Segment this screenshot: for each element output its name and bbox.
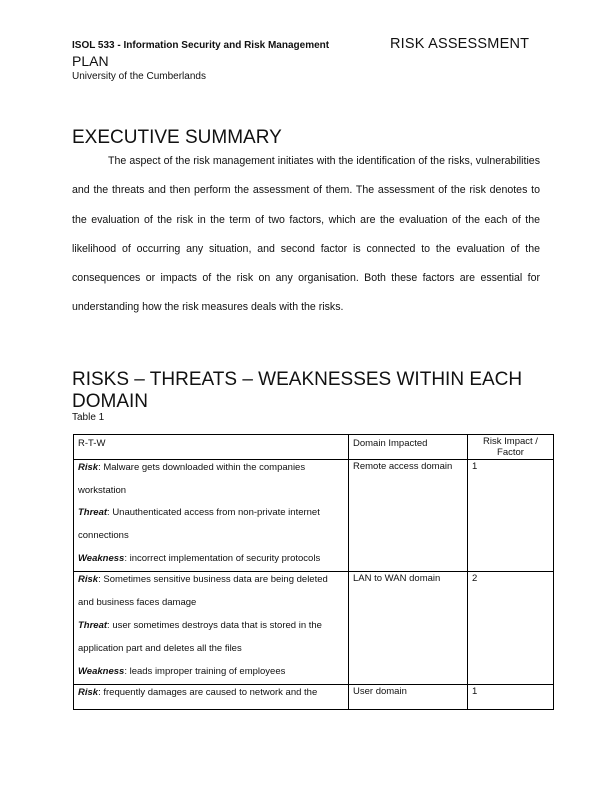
executive-summary-paragraph: The aspect of the risk management initiates with the identification of the risks, vulnerabilities and the threats and then perform the assessment of them. The assessment of the risk denotes to the evaluation of the risk in the term of two factors, which are the evaluation of the each of the likelihood of occurring any situation, and second factor is connected to the evaluation of the consequences or impacts of the risk on any organisation. Both these factors are essential for understanding how the risk measures deals with the risks. <box>72 155 540 314</box>
domain-cell: Remote access domain <box>349 460 468 572</box>
course-title: ISOL 533 - Information Security and Risk Management <box>72 40 330 51</box>
weakness-text: : leads improper training of employees <box>124 666 286 677</box>
impact-cell: 2 <box>468 572 554 685</box>
column-header-rtw: R-T-W <box>74 435 349 460</box>
risks-heading: RISKS – THREATS – WEAKNESSES WITHIN EACH DOMAIN <box>72 369 523 412</box>
executive-summary-heading: EXECUTIVE SUMMARY <box>72 127 282 148</box>
impact-cell: 1 <box>468 685 554 710</box>
column-header-domain: Domain Impacted <box>349 435 468 460</box>
risk-line <box>78 456 344 502</box>
domain-cell: User domain <box>349 685 468 710</box>
rtw-cell <box>74 572 349 685</box>
weakness-label: Weakness <box>78 666 125 677</box>
rtw-cell <box>74 685 349 710</box>
table-caption: Table 1 <box>72 412 105 423</box>
risk-text: : Sometimes sensitive business data are being deleted and business faces damage <box>78 574 328 608</box>
impact-cell: 1 <box>468 460 554 572</box>
risk-line <box>78 681 344 704</box>
risk-table <box>73 434 554 710</box>
weakness-line <box>78 547 344 570</box>
risk-label: Risk <box>78 687 99 698</box>
column-header-impact: Risk Impact / Factor <box>468 435 554 460</box>
risk-text: : frequently damages are caused to network and the <box>98 687 318 698</box>
doc-title-continued: PLAN <box>72 53 109 69</box>
domain-cell: LAN to WAN domain <box>349 572 468 685</box>
weakness-text: : incorrect implementation of security protocols <box>124 553 321 564</box>
risk-line <box>78 568 344 614</box>
risk-label: Risk <box>78 462 99 473</box>
rtw-cell <box>74 460 349 572</box>
table-row <box>74 572 554 685</box>
table-row <box>74 460 554 572</box>
threat-text: : user sometimes destroys data that is stored in the application part and deletes all the files <box>78 620 322 654</box>
threat-line <box>78 614 344 660</box>
weakness-line <box>78 660 344 683</box>
threat-label: Threat <box>78 507 108 518</box>
threat-text: : Unauthenticated access from non-private internet connections <box>78 507 320 541</box>
table-row <box>74 685 554 710</box>
weakness-label: Weakness <box>78 553 125 564</box>
university-name: University of the Cumberlands <box>72 71 206 82</box>
risk-label: Risk <box>78 574 99 585</box>
risk-text: : Malware gets downloaded within the companies workstation <box>78 462 306 496</box>
threat-line <box>78 501 344 547</box>
doc-title: RISK ASSESSMENT <box>390 36 530 52</box>
threat-label: Threat <box>78 620 108 631</box>
